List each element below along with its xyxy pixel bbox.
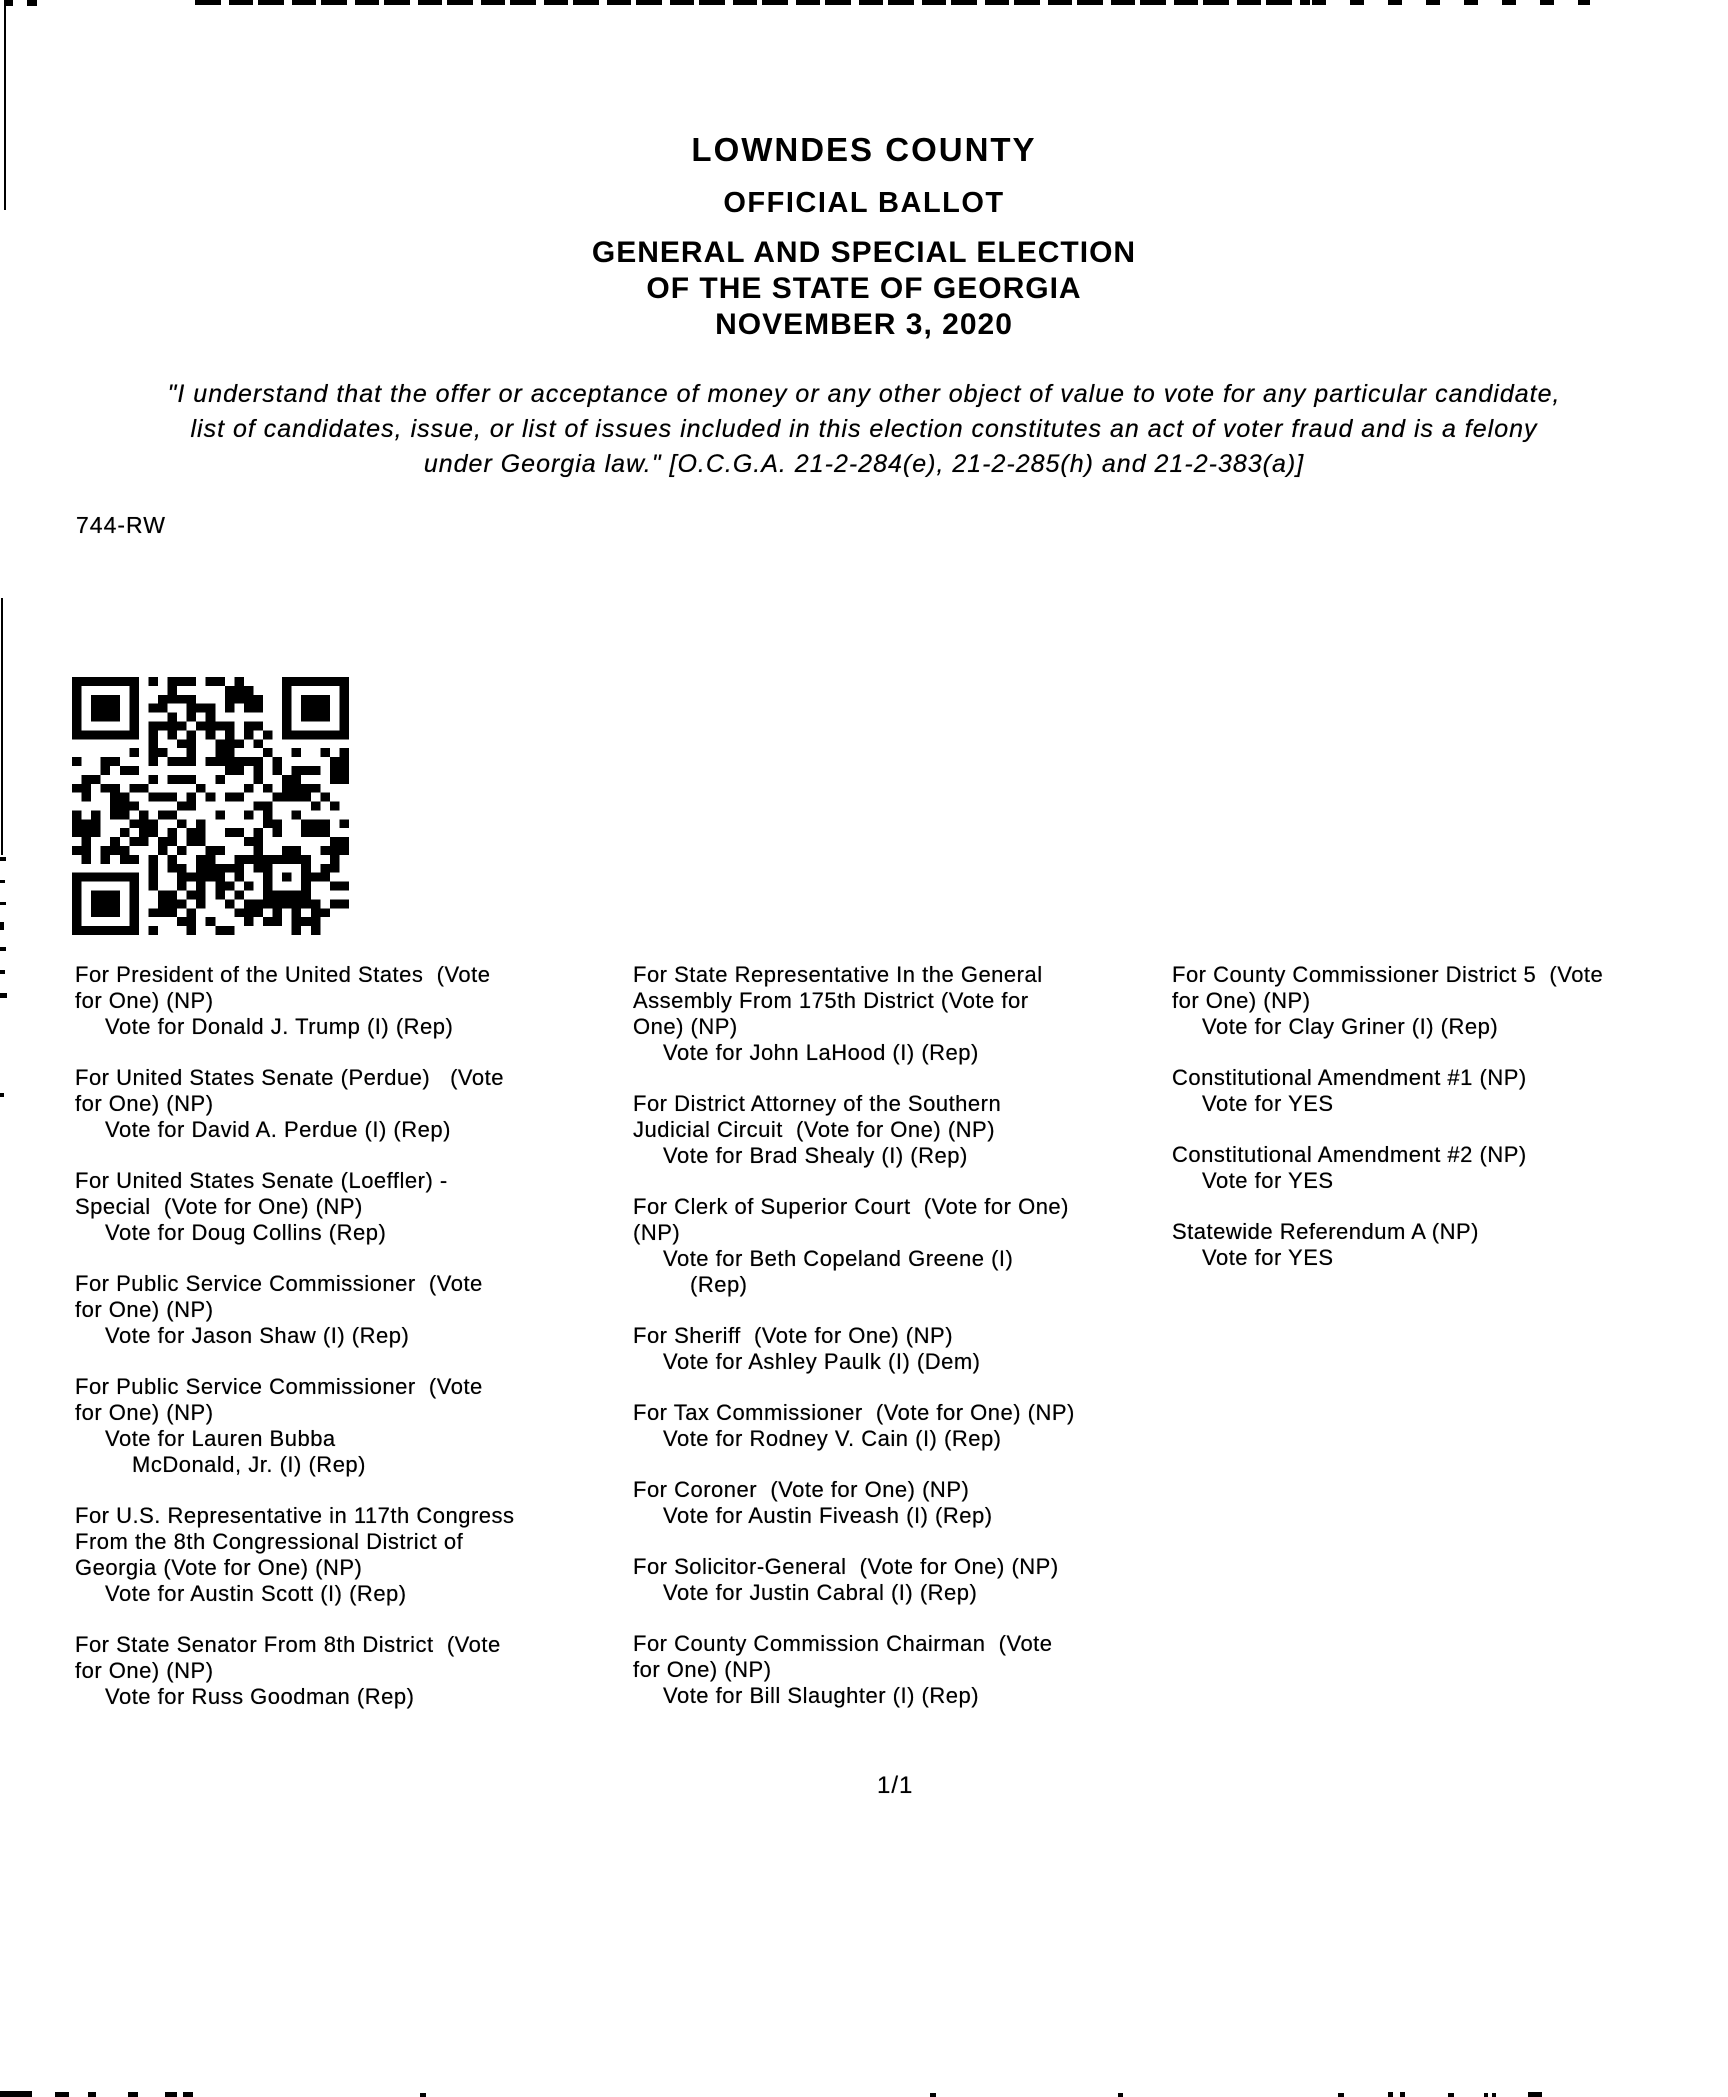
contest-vote-line: Vote for Clay Griner (I) (Rep) (1202, 1014, 1499, 1039)
ballot-column-1 (75, 962, 633, 1735)
fraud-disclaimer-line: "I understand that the offer or acceptance of money or any other object of value to vote for any particular candidate, (167, 380, 1561, 408)
contest-vote-line: Vote for Brad Shealy (I) (Rep) (663, 1143, 968, 1168)
scan-artifact (27, 0, 37, 6)
ballot-type-title: OFFICIAL BALLOT (723, 187, 1005, 219)
contest-vote-line: Vote for Doug Collins (Rep) (105, 1220, 387, 1245)
election-date: NOVEMBER 3, 2020 (715, 308, 1013, 341)
scan-artifact-bottom (55, 2092, 69, 2097)
contest-office-line: For State Representative In the General (633, 962, 1043, 987)
contest-office-line: For Clerk of Superior Court (Vote for One) (633, 1194, 1069, 1219)
contest-vote-line: Vote for Russ Goodman (Rep) (105, 1684, 415, 1709)
contest-block (633, 1554, 1172, 1606)
contest-office-line: For State Senator From 8th District (Vote (75, 1632, 501, 1657)
contest-office-line: Constitutional Amendment #2 (NP) (1172, 1142, 1527, 1167)
contest-vote-line: Vote for Lauren Bubba (105, 1426, 336, 1451)
scan-artifact-bottom (1400, 2092, 1405, 2097)
contest-office-line: For Public Service Commissioner (Vote (75, 1374, 483, 1399)
contest-office-line: for One) (NP) (75, 1297, 214, 1322)
contest-vote-line: Vote for YES (1202, 1091, 1334, 1116)
scan-artifact-bottom (0, 2091, 32, 2097)
contest-block (1172, 1142, 1728, 1194)
contest-office-line: Judicial Circuit (Vote for One) (NP) (633, 1117, 996, 1142)
contest-block (75, 1374, 633, 1478)
fraud-disclaimer (40, 377, 1688, 482)
contest-vote-line: Vote for Ashley Paulk (I) (Dem) (663, 1349, 981, 1374)
scan-artifact-top-dashes (195, 0, 1310, 5)
contest-vote-line: Vote for Austin Fiveash (I) (Rep) (663, 1503, 993, 1528)
scan-artifact (0, 947, 6, 951)
contest-office-line: For Coroner (Vote for One) (NP) (633, 1477, 970, 1502)
contest-block (633, 1477, 1172, 1529)
county-title: LOWNDES COUNTY (691, 131, 1037, 168)
contest-block (633, 1400, 1172, 1452)
contest-vote-line: Vote for David A. Perdue (I) (Rep) (105, 1117, 451, 1142)
contest-office-line: For Tax Commissioner (Vote for One) (NP) (633, 1400, 1075, 1425)
contest-block (75, 1503, 633, 1607)
scan-artifact-bottom (420, 2093, 426, 2097)
scan-artifact-bottom (930, 2093, 936, 2097)
scan-artifact (0, 922, 4, 930)
scan-artifact-bottom (1528, 2092, 1542, 2097)
contest-office-line: (NP) (633, 1220, 681, 1245)
scan-artifact (0, 857, 6, 861)
contest-office-line: Constitutional Amendment #1 (NP) (1172, 1065, 1527, 1090)
scan-artifact-bottom (1484, 2093, 1488, 2097)
scan-artifact-bottom (165, 2092, 177, 2097)
contest-office-line: For United States Senate (Perdue) (Vote (75, 1065, 504, 1090)
scan-artifact-bottom (128, 2092, 138, 2097)
scan-artifact-bottom (183, 2092, 193, 2097)
ballot-style-code: 744-RW (76, 512, 166, 538)
scan-artifact (0, 993, 7, 998)
scan-artifact-bottom (1448, 2093, 1454, 2097)
scan-artifact (0, 1093, 4, 1097)
contest-block (75, 1271, 633, 1349)
contest-block (1172, 1219, 1728, 1271)
contest-block (75, 1168, 633, 1246)
ballot-header (0, 130, 1728, 343)
contest-office-line: Special (Vote for One) (NP) (75, 1194, 363, 1219)
contest-block (1172, 1065, 1728, 1117)
page-number: 1/1 (877, 1772, 914, 1799)
contest-block (75, 962, 633, 1040)
fraud-disclaimer-line: under Georgia law." [O.C.G.A. 21-2-284(e), 21-2-285(h) and 21-2-383(a)] (423, 450, 1305, 478)
contest-office-line: for One) (NP) (75, 1658, 214, 1683)
scan-artifact (0, 902, 6, 905)
scan-artifact-top-dashes (1312, 0, 1590, 5)
contest-block (633, 1323, 1172, 1375)
contest-vote-line: Vote for Beth Copeland Greene (I) (663, 1246, 1014, 1271)
contest-office-line: For President of the United States (Vote (75, 962, 491, 987)
contest-vote-line: Vote for Jason Shaw (I) (Rep) (105, 1323, 410, 1348)
election-title (0, 235, 1728, 343)
contest-vote-line: Vote for Donald J. Trump (I) (Rep) (105, 1014, 454, 1039)
contest-office-line: For County Commissioner District 5 (Vote (1172, 962, 1604, 987)
contest-columns (75, 962, 1728, 1735)
contest-office-line: For U.S. Representative in 117th Congress (75, 1503, 515, 1528)
contest-office-line: Georgia (Vote for One) (NP) (75, 1555, 363, 1580)
contest-vote-line: Vote for YES (1202, 1245, 1334, 1270)
contest-office-line: for One) (NP) (75, 988, 214, 1013)
contest-block (1172, 962, 1728, 1040)
contest-vote-line: Vote for Rodney V. Cain (I) (Rep) (663, 1426, 1002, 1451)
contest-office-line: for One) (NP) (1172, 988, 1311, 1013)
contest-office-line: One) (NP) (633, 1014, 738, 1039)
contest-vote-line: Vote for Bill Slaughter (I) (Rep) (663, 1683, 980, 1708)
contest-block (75, 1065, 633, 1143)
contest-office-line: for One) (NP) (75, 1400, 214, 1425)
scan-artifact-bottom (1388, 2092, 1393, 2097)
contest-office-line: For Public Service Commissioner (Vote (75, 1271, 483, 1296)
scan-artifact (5, 0, 13, 6)
scan-artifact (0, 880, 5, 883)
scan-artifact-bottom (88, 2092, 96, 2097)
contest-office-line: Assembly From 175th District (Vote for (633, 988, 1029, 1013)
contest-vote-line: McDonald, Jr. (I) (Rep) (132, 1452, 366, 1477)
ballot-column-3 (1172, 962, 1728, 1296)
contest-block (633, 1194, 1172, 1298)
scan-artifact-bottom (1492, 2093, 1496, 2097)
election-title-line2: OF THE STATE OF GEORGIA (646, 272, 1082, 305)
contest-office-line: For Solicitor-General (Vote for One) (NP) (633, 1554, 1059, 1579)
contest-vote-line: Vote for John LaHood (I) (Rep) (663, 1040, 979, 1065)
scan-artifact-bottom (1118, 2093, 1123, 2097)
contest-block (633, 1631, 1172, 1709)
contest-office-line: for One) (NP) (75, 1091, 214, 1116)
fraud-disclaimer-line: list of candidates, issue, or list of issues included in this election constitutes an act of voter fraud and is a felony (190, 415, 1538, 443)
ballot-column-2 (633, 962, 1172, 1734)
contest-vote-line: Vote for YES (1202, 1168, 1334, 1193)
qr-code (72, 677, 349, 935)
contest-vote-line: (Rep) (690, 1272, 748, 1297)
scan-artifact (0, 970, 5, 974)
contest-block (633, 1091, 1172, 1169)
contest-block (633, 962, 1172, 1066)
contest-block (75, 1632, 633, 1710)
election-title-line1: GENERAL AND SPECIAL ELECTION (591, 236, 1137, 269)
scan-artifact-bottom (1338, 2093, 1344, 2097)
contest-office-line: For United States Senate (Loeffler) - (75, 1168, 448, 1193)
contest-vote-line: Vote for Austin Scott (I) (Rep) (105, 1581, 407, 1606)
contest-office-line: for One) (NP) (633, 1657, 772, 1682)
scan-artifact-left-line (1, 598, 3, 855)
contest-vote-line: Vote for Justin Cabral (I) (Rep) (663, 1580, 978, 1605)
contest-office-line: For County Commission Chairman (Vote (633, 1631, 1053, 1656)
contest-office-line: For Sheriff (Vote for One) (NP) (633, 1323, 954, 1348)
contest-office-line: Statewide Referendum A (NP) (1172, 1219, 1479, 1244)
contest-office-line: From the 8th Congressional District of (75, 1529, 464, 1554)
contest-office-line: For District Attorney of the Southern (633, 1091, 1002, 1116)
